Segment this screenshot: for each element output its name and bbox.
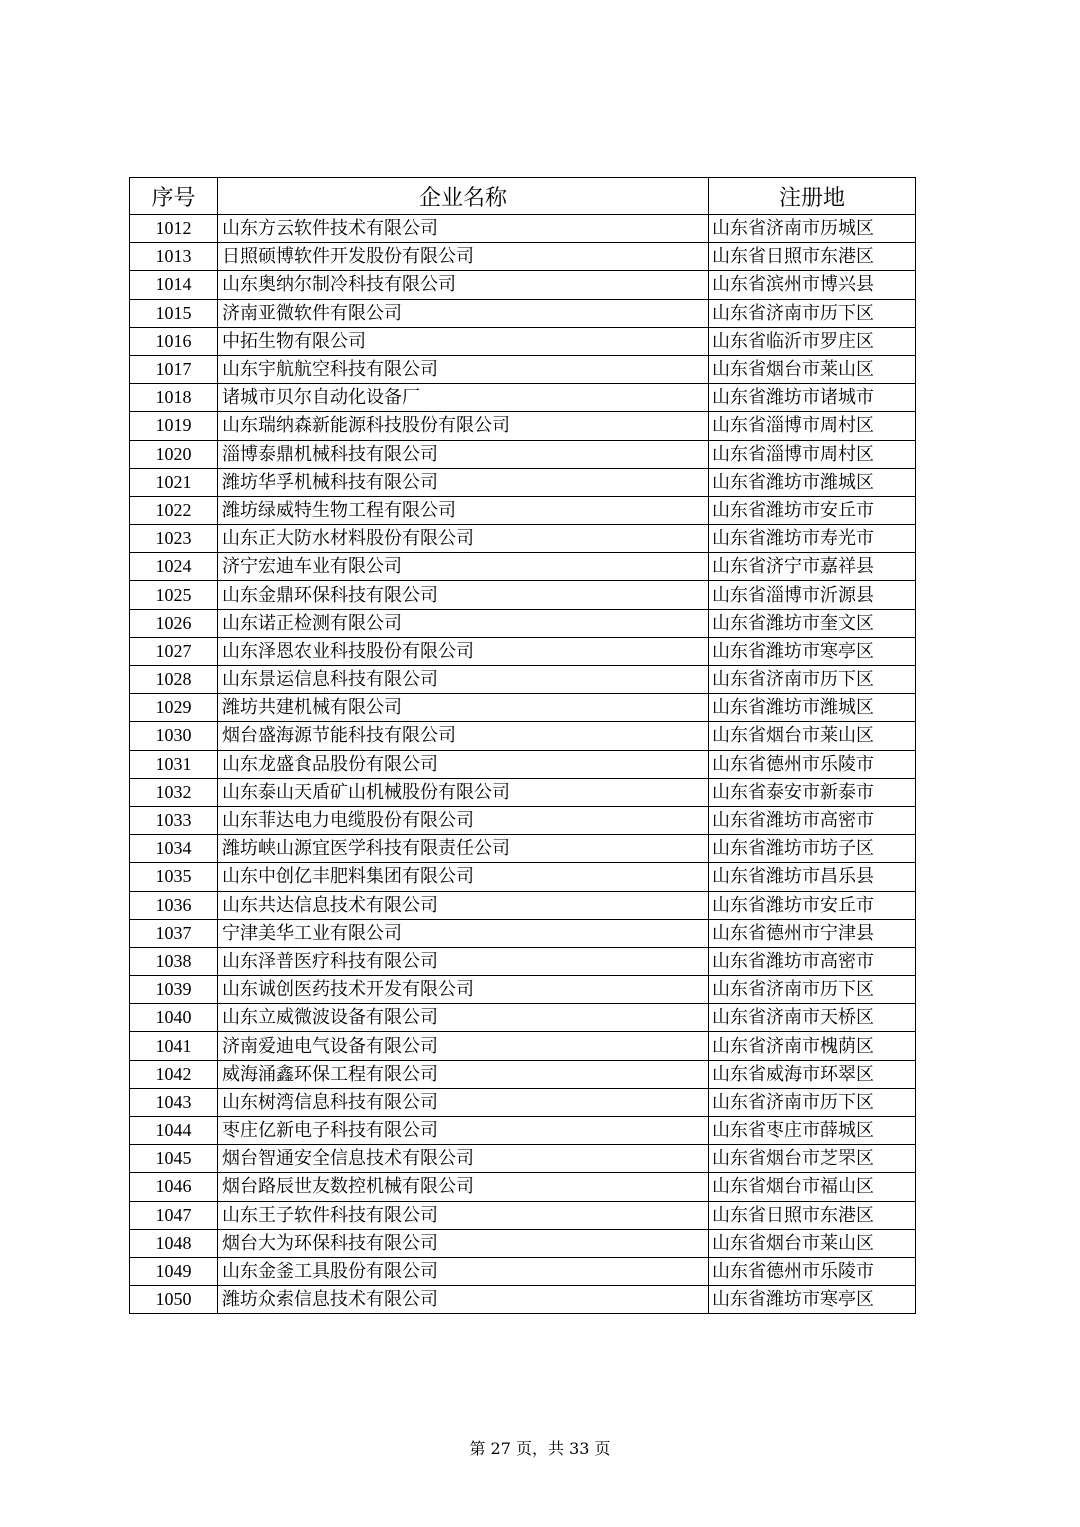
- row-index-cell: 1038: [130, 947, 218, 975]
- table-row: [130, 496, 916, 524]
- row-index-cell: 1017: [130, 355, 218, 383]
- company-name-cell: 潍坊共建机械有限公司: [218, 694, 709, 722]
- table-row: [130, 243, 916, 271]
- registered-location-cell: 山东省潍坊市寒亭区: [709, 637, 916, 665]
- row-index-cell: 1035: [130, 863, 218, 891]
- table-row: [130, 1257, 916, 1285]
- row-index-cell: 1034: [130, 835, 218, 863]
- registered-location-cell: 山东省泰安市新泰市: [709, 778, 916, 806]
- row-index-cell: 1030: [130, 722, 218, 750]
- company-name-cell: 山东瑞纳森新能源科技股份有限公司: [218, 412, 709, 440]
- registered-location-cell: 山东省济宁市嘉祥县: [709, 553, 916, 581]
- company-name-cell: 诸城市贝尔自动化设备厂: [218, 384, 709, 412]
- row-index-cell: 1014: [130, 271, 218, 299]
- registered-location-cell: 山东省烟台市福山区: [709, 1173, 916, 1201]
- table-row: [130, 327, 916, 355]
- row-index-cell: 1026: [130, 609, 218, 637]
- company-name-cell: 潍坊众索信息技术有限公司: [218, 1286, 709, 1314]
- table-row: [130, 412, 916, 440]
- company-name-cell: 济宁宏迪车业有限公司: [218, 553, 709, 581]
- company-name-cell: 山东龙盛食品股份有限公司: [218, 750, 709, 778]
- registered-location-cell: 山东省枣庄市薛城区: [709, 1117, 916, 1145]
- company-name-cell: 潍坊峡山源宜医学科技有限责任公司: [218, 835, 709, 863]
- registered-location-cell: 山东省德州市乐陵市: [709, 750, 916, 778]
- row-index-cell: 1027: [130, 637, 218, 665]
- row-index-cell: 1019: [130, 412, 218, 440]
- table-row: [130, 976, 916, 1004]
- registered-location-cell: 山东省淄博市周村区: [709, 440, 916, 468]
- registered-location-cell: 山东省潍坊市潍城区: [709, 694, 916, 722]
- registered-location-cell: 山东省潍坊市坊子区: [709, 835, 916, 863]
- registered-location-cell: 山东省烟台市莱山区: [709, 1229, 916, 1257]
- registered-location-cell: 山东省潍坊市寿光市: [709, 525, 916, 553]
- company-name-cell: 中拓生物有限公司: [218, 327, 709, 355]
- table-row: [130, 947, 916, 975]
- table-row: [130, 919, 916, 947]
- company-name-cell: 潍坊华孚机械科技有限公司: [218, 468, 709, 496]
- company-name-cell: 山东菲达电力电缆股份有限公司: [218, 806, 709, 834]
- company-name-cell: 日照硕博软件开发股份有限公司: [218, 243, 709, 271]
- company-name-cell: 枣庄亿新电子科技有限公司: [218, 1117, 709, 1145]
- table-row: [130, 1229, 916, 1257]
- row-index-cell: 1045: [130, 1145, 218, 1173]
- company-name-cell: 烟台路辰世友数控机械有限公司: [218, 1173, 709, 1201]
- company-name-cell: 山东泽普医疗科技有限公司: [218, 947, 709, 975]
- table-row: [130, 1173, 916, 1201]
- company-name-cell: 山东共达信息技术有限公司: [218, 891, 709, 919]
- row-index-cell: 1012: [130, 215, 218, 243]
- table-row: [130, 581, 916, 609]
- registered-location-cell: 山东省潍坊市高密市: [709, 947, 916, 975]
- table-row: [130, 215, 916, 243]
- row-index-cell: 1047: [130, 1201, 218, 1229]
- row-index-cell: 1028: [130, 666, 218, 694]
- table-row: [130, 835, 916, 863]
- company-name-cell: 山东树湾信息科技有限公司: [218, 1088, 709, 1116]
- table-row: [130, 271, 916, 299]
- registered-location-cell: 山东省潍坊市奎文区: [709, 609, 916, 637]
- table-row: [130, 1060, 916, 1088]
- row-index-cell: 1049: [130, 1257, 218, 1285]
- registered-location-cell: 山东省济南市历城区: [709, 215, 916, 243]
- table-body: [130, 215, 916, 1314]
- registered-location-cell: 山东省烟台市莱山区: [709, 722, 916, 750]
- registered-location-cell: 山东省日照市东港区: [709, 1201, 916, 1229]
- row-index-cell: 1013: [130, 243, 218, 271]
- enterprise-table: [129, 177, 916, 1314]
- table-row: [130, 384, 916, 412]
- registered-location-cell: 山东省济南市历下区: [709, 299, 916, 327]
- registered-location-cell: 山东省潍坊市安丘市: [709, 891, 916, 919]
- row-index-cell: 1050: [130, 1286, 218, 1314]
- company-name-cell: 淄博泰鼎机械科技有限公司: [218, 440, 709, 468]
- row-index-cell: 1042: [130, 1060, 218, 1088]
- table-row: [130, 355, 916, 383]
- row-index-cell: 1023: [130, 525, 218, 553]
- table-row: [130, 1088, 916, 1116]
- registered-location-cell: 山东省滨州市博兴县: [709, 271, 916, 299]
- registered-location-cell: 山东省济南市历下区: [709, 1088, 916, 1116]
- registered-location-cell: 山东省潍坊市安丘市: [709, 496, 916, 524]
- company-name-cell: 山东诺正检测有限公司: [218, 609, 709, 637]
- company-name-cell: 烟台大为环保科技有限公司: [218, 1229, 709, 1257]
- table-row: [130, 722, 916, 750]
- company-name-cell: 山东金鼎环保科技有限公司: [218, 581, 709, 609]
- row-index-cell: 1015: [130, 299, 218, 327]
- row-index-cell: 1036: [130, 891, 218, 919]
- registered-location-cell: 山东省淄博市周村区: [709, 412, 916, 440]
- registered-location-cell: 山东省潍坊市寒亭区: [709, 1286, 916, 1314]
- table-row: [130, 637, 916, 665]
- row-index-cell: 1024: [130, 553, 218, 581]
- row-index-cell: 1022: [130, 496, 218, 524]
- company-name-cell: 山东正大防水材料股份有限公司: [218, 525, 709, 553]
- table-row: [130, 553, 916, 581]
- registered-location-cell: 山东省烟台市芝罘区: [709, 1145, 916, 1173]
- row-index-cell: 1032: [130, 778, 218, 806]
- table-row: [130, 1117, 916, 1145]
- company-name-cell: 山东王子软件科技有限公司: [218, 1201, 709, 1229]
- registered-location-cell: 山东省济南市历下区: [709, 976, 916, 1004]
- row-index-cell: 1044: [130, 1117, 218, 1145]
- table-row: [130, 1032, 916, 1060]
- table-row: [130, 609, 916, 637]
- company-name-cell: 济南爱迪电气设备有限公司: [218, 1032, 709, 1060]
- registered-location-cell: 山东省潍坊市昌乐县: [709, 863, 916, 891]
- registered-location-cell: 山东省济南市天桥区: [709, 1004, 916, 1032]
- row-index-cell: 1029: [130, 694, 218, 722]
- table-row: [130, 1004, 916, 1032]
- row-index-cell: 1018: [130, 384, 218, 412]
- row-index-cell: 1048: [130, 1229, 218, 1257]
- table-row: [130, 1286, 916, 1314]
- table-row: [130, 299, 916, 327]
- registered-location-cell: 山东省济南市槐荫区: [709, 1032, 916, 1060]
- header-index: 序号: [130, 178, 218, 215]
- row-index-cell: 1020: [130, 440, 218, 468]
- company-name-cell: 烟台盛海源节能科技有限公司: [218, 722, 709, 750]
- table-row: [130, 806, 916, 834]
- company-name-cell: 烟台智通安全信息技术有限公司: [218, 1145, 709, 1173]
- table-row: [130, 891, 916, 919]
- row-index-cell: 1043: [130, 1088, 218, 1116]
- company-name-cell: 山东泽恩农业科技股份有限公司: [218, 637, 709, 665]
- table-row: [130, 666, 916, 694]
- row-index-cell: 1031: [130, 750, 218, 778]
- company-name-cell: 山东奥纳尔制冷科技有限公司: [218, 271, 709, 299]
- table-row: [130, 694, 916, 722]
- row-index-cell: 1046: [130, 1173, 218, 1201]
- registered-location-cell: 山东省临沂市罗庄区: [709, 327, 916, 355]
- registered-location-cell: 山东省潍坊市潍城区: [709, 468, 916, 496]
- row-index-cell: 1016: [130, 327, 218, 355]
- table-row: [130, 778, 916, 806]
- company-name-cell: 山东中创亿丰肥料集团有限公司: [218, 863, 709, 891]
- header-company-name: 企业名称: [218, 178, 709, 215]
- registered-location-cell: 山东省潍坊市高密市: [709, 806, 916, 834]
- registered-location-cell: 山东省德州市乐陵市: [709, 1257, 916, 1285]
- row-index-cell: 1041: [130, 1032, 218, 1060]
- company-name-cell: 山东宇航航空科技有限公司: [218, 355, 709, 383]
- company-name-cell: 山东立威微波设备有限公司: [218, 1004, 709, 1032]
- table-row: [130, 863, 916, 891]
- table-row: [130, 1201, 916, 1229]
- header-registered-location: 注册地: [709, 178, 916, 215]
- row-index-cell: 1021: [130, 468, 218, 496]
- company-name-cell: 济南亚微软件有限公司: [218, 299, 709, 327]
- company-name-cell: 山东泰山天盾矿山机械股份有限公司: [218, 778, 709, 806]
- registered-location-cell: 山东省威海市环翠区: [709, 1060, 916, 1088]
- row-index-cell: 1025: [130, 581, 218, 609]
- company-name-cell: 山东金釜工具股份有限公司: [218, 1257, 709, 1285]
- page-footer: 第 27 页，共 33 页: [469, 1439, 611, 1458]
- registered-location-cell: 山东省日照市东港区: [709, 243, 916, 271]
- company-name-cell: 宁津美华工业有限公司: [218, 919, 709, 947]
- company-name-cell: 威海涌鑫环保工程有限公司: [218, 1060, 709, 1088]
- registered-location-cell: 山东省淄博市沂源县: [709, 581, 916, 609]
- company-name-cell: 山东景运信息科技有限公司: [218, 666, 709, 694]
- table-row: [130, 525, 916, 553]
- row-index-cell: 1039: [130, 976, 218, 1004]
- table-row: [130, 468, 916, 496]
- table-header: [130, 178, 916, 215]
- registered-location-cell: 山东省潍坊市诸城市: [709, 384, 916, 412]
- table-row: [130, 440, 916, 468]
- company-name-cell: 山东方云软件技术有限公司: [218, 215, 709, 243]
- header-row: [130, 178, 916, 215]
- registered-location-cell: 山东省济南市历下区: [709, 666, 916, 694]
- table-row: [130, 1145, 916, 1173]
- row-index-cell: 1040: [130, 1004, 218, 1032]
- company-name-cell: 山东诚创医药技术开发有限公司: [218, 976, 709, 1004]
- registered-location-cell: 山东省烟台市莱山区: [709, 355, 916, 383]
- table-row: [130, 750, 916, 778]
- row-index-cell: 1033: [130, 806, 218, 834]
- row-index-cell: 1037: [130, 919, 218, 947]
- company-name-cell: 潍坊绿威特生物工程有限公司: [218, 496, 709, 524]
- registered-location-cell: 山东省德州市宁津县: [709, 919, 916, 947]
